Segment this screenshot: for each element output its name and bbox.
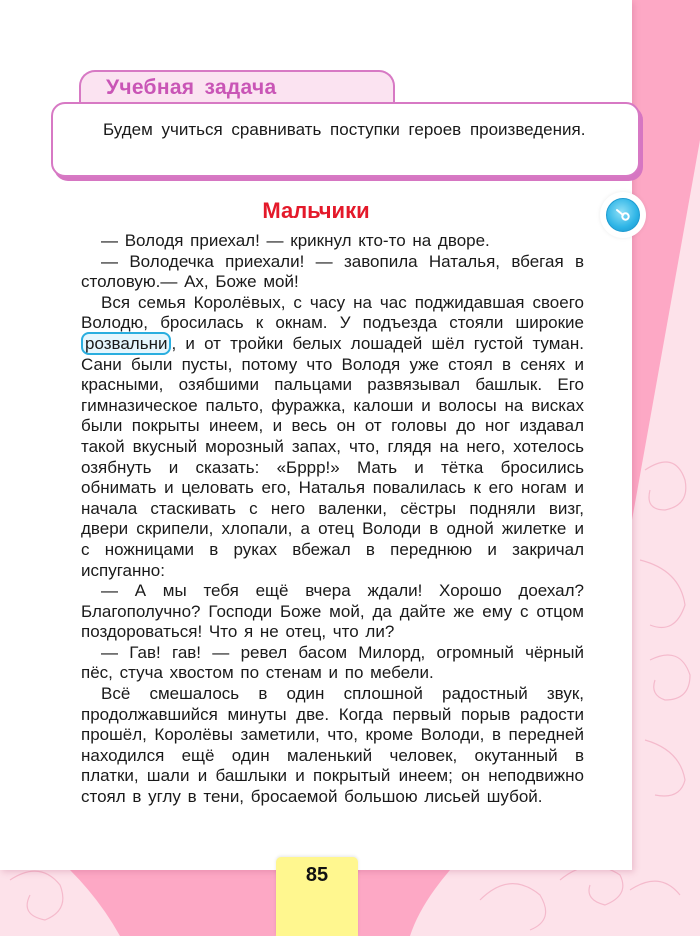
paragraph xyxy=(81,293,584,581)
paragraph: Всё смешалось в один сплошной радостный звук, продолжавшийся минуты две. Когда первый порыв радости прошёл, Королёвы заметили, что, кроме Володи, в передней находился ещё один маленький человек, окутанный в платки, шали и башлыки и покрытый инеем; он неподвижно стоял в углу в тени, бросаемой большою лисьей шубой. xyxy=(81,684,584,807)
learning-task-text: Будем учиться сравнивать поступки героев произведения. xyxy=(103,120,586,139)
paragraph: — Гав! гав! — ревел басом Милорд, огромный чёрный пёс, стуча хвостом по стенам и по мебели. xyxy=(81,642,584,683)
paragraph-text: , и от тройки белых лошадей шёл густой туман. Сани были пусты, потому что Володя уже стоял в сенях и красными, озябшими пальцами развязывал башлык. Его гимназическое пальто, фуражка, калоши и волосы на висках были покрыты инеем, и весь он от головы до ног издавал такой вкусный морозный запах, что, глядя на него, хотелось озябнуть и сказать: «Бррр!» Мать и тётка бросились обнимать и целовать его, Наталья повалилась к его ногам и начала стаскивать с него валенки, сёстры подняли визг, двери скрипели, хлопали, а отец Володи в одной жилетке и с ножницами в руках вбежал в переднюю и закричал испуганно: xyxy=(81,333,584,580)
page-number xyxy=(276,857,358,936)
learning-task-box xyxy=(51,102,640,177)
audio-play-icon xyxy=(606,198,640,232)
paragraph: — Володя приехал! — крикнул кто-то на дворе. xyxy=(101,231,490,250)
highlighted-word-rozvalni[interactable]: розвальни xyxy=(81,332,171,355)
page-number-text: 85 xyxy=(305,864,329,886)
audio-button[interactable] xyxy=(600,192,646,238)
learning-task-label: Учебная задача xyxy=(106,76,277,99)
story-title: Мальчики xyxy=(262,198,370,223)
paragraph-text: Вся семья Королёвых, с часу на час поджидавшая своего Володю, бросилась к окнам. У подъезда стояли широкие xyxy=(81,292,584,333)
story-text xyxy=(81,231,584,808)
paragraph: — Володечка приехали! — завопила Наталья, вбегая в столовую.— Ах, Боже мой! xyxy=(81,251,584,292)
paragraph: — А мы тебя ещё вчера ждали! Хорошо доехал? Благополучно? Господи Боже мой, да дайте же ему с отцом поздороваться! Что я не отец, что ли? xyxy=(81,581,584,642)
